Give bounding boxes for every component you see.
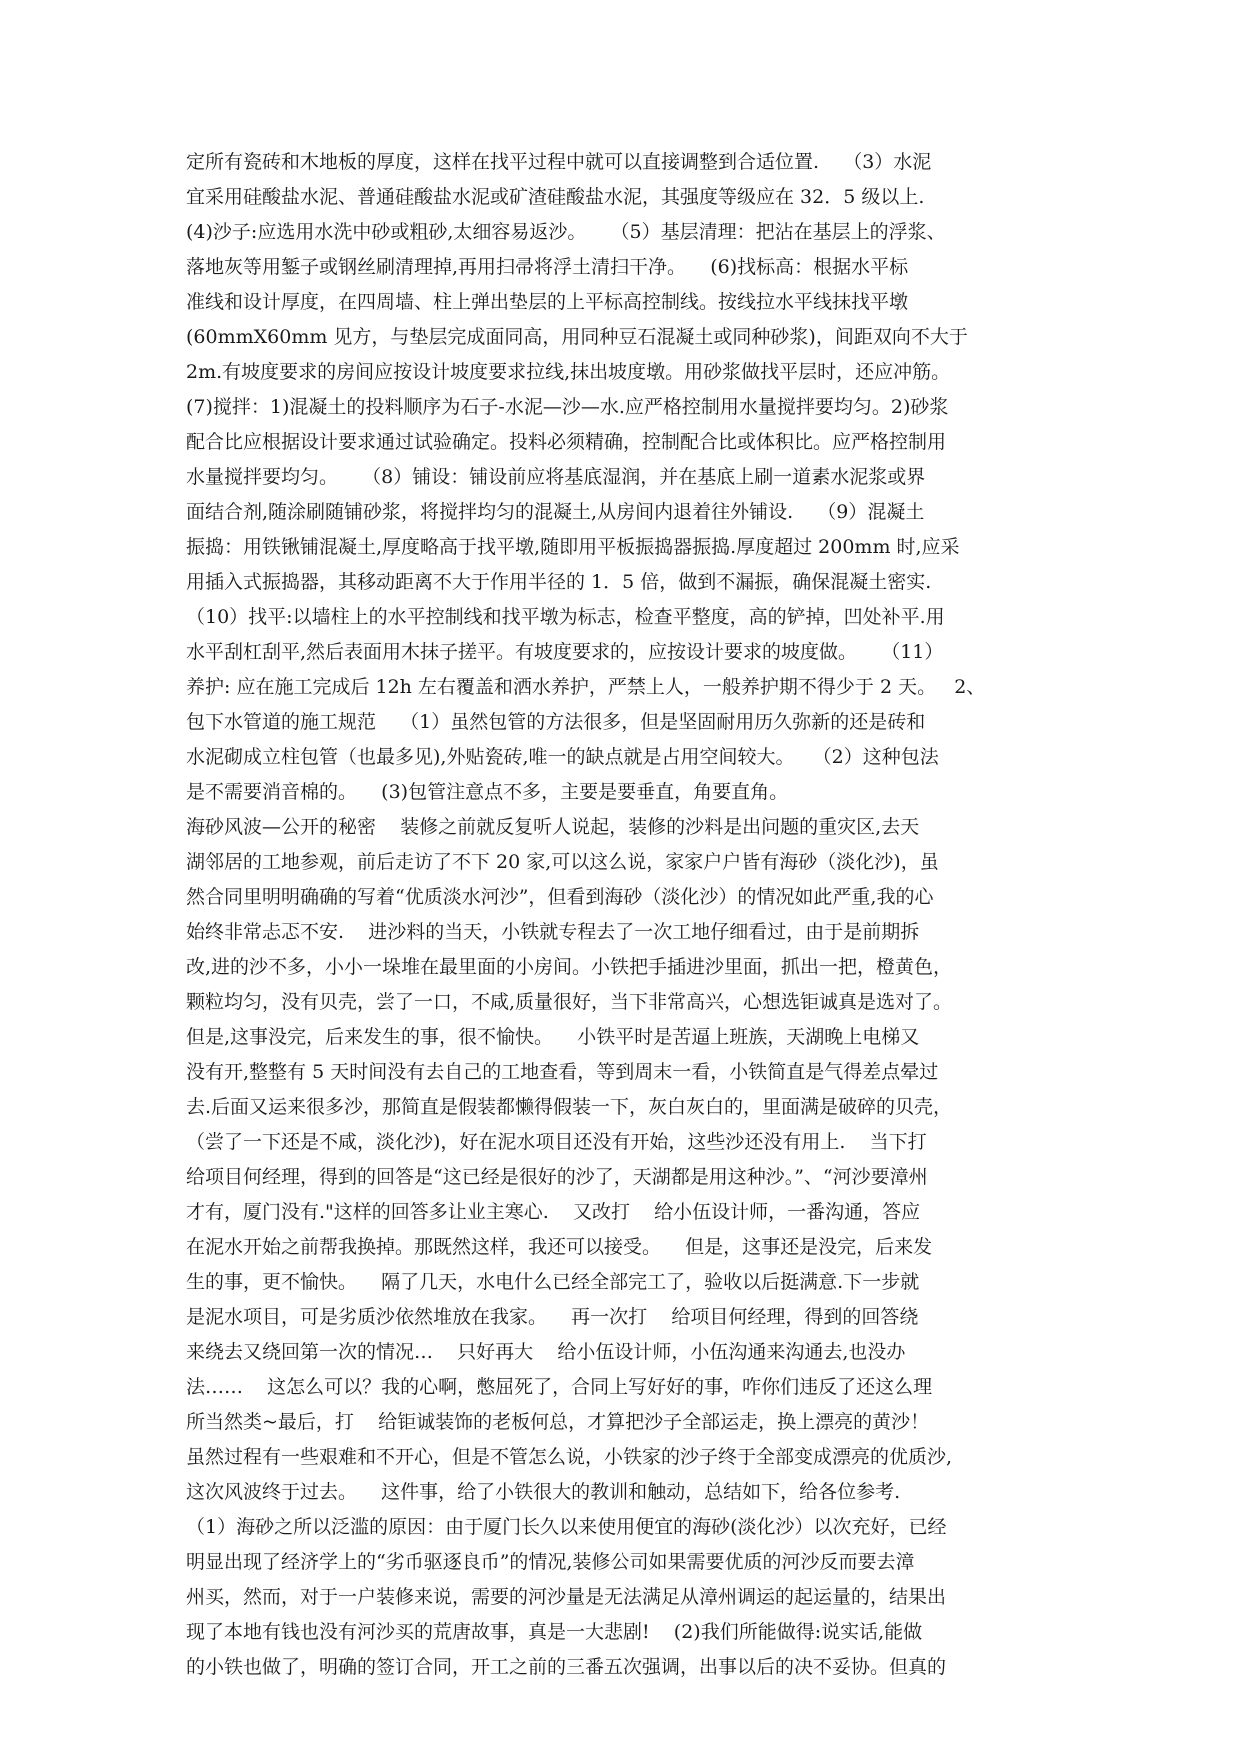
text-line: 然合同里明明确确的写着“优质淡水河沙”，但看到海砂（淡化沙）的情况如此严重,我的心: [186, 886, 934, 908]
text-line: 准线和设计厚度，在四周墙、柱上弹出垫层的上平标高控制线。按线拉水平线抹找平墩: [186, 291, 909, 313]
text-line: （尝了一下还是不咸，淡化沙)，好在泥水项目还没有开始，这些沙还没有用上. 当下打: [186, 1131, 927, 1153]
text-line: 是不需要消音棉的。 (3)包管注意点不多，主要是要垂直，角要直角。: [186, 781, 789, 803]
text-line: 包下水管道的施工规范 （1）虽然包管的方法很多，但是坚固耐用历久弥新的还是砖和: [186, 711, 926, 733]
text-line: 定所有瓷砖和木地板的厚度，这样在找平过程中就可以直接调整到合适位置. （3）水泥: [186, 151, 932, 173]
text-line: （10）找平:以墙柱上的水平控制线和找平墩为标志，检查平整度，高的铲掉，凹处补平.用: [186, 606, 945, 628]
text-line: 湖邻居的工地参观，前后走访了不下 20 家,可以这么说，家家户户皆有海砂（淡化沙)，虽: [186, 851, 939, 873]
text-line: 用插入式振捣器，其移动距离不大于作用半径的 1．5 倍，做到不漏振，确保混凝土密实.: [186, 571, 932, 593]
text-line: 在泥水开始之前帮我换掉。那既然这样，我还可以接受。 但是，这事还是没完，后来发: [186, 1236, 933, 1258]
text-line: 所当然类~最后，打 给钜诚装饰的老板何总，才算把沙子全部运走，换上漂亮的黄沙！: [186, 1411, 930, 1433]
text-line: 落地灰等用錾子或钢丝刷清理掉,再用扫帚将浮土清扫干净。 (6)找标高：根据水平标: [186, 256, 909, 278]
text-line: (4)沙子:应选用水洗中砂或粗砂,太细容易返沙。 （5）基层清理：把沾在基层上的浮浆、: [186, 221, 946, 243]
text-line: 养护: 应在施工完成后 12h 左右覆盖和洒水养护，严禁上人，一般养护期不得少于 2 天。 2、: [186, 676, 986, 698]
text-line: 虽然过程有一些艰难和不开心，但是不管怎么说，小铁家的沙子终于全部变成漂亮的优质沙,: [186, 1446, 953, 1468]
text-line: 才有，厦门没有."这样的回答多让业主寒心. 又改打 给小伍设计师，一番沟通，答应: [186, 1201, 921, 1223]
text-line: 法…… 这怎么可以？我的心啊，憋屈死了，合同上写好好的事，咋你们违反了还这么理: [186, 1376, 933, 1398]
text-line: (60mmX60mm 见方，与垫层完成面同高，用同种豆石混凝土或同种砂浆)，间距双向不大于: [186, 326, 968, 348]
text-line: 颗粒均匀，没有贝壳，尝了一口，不咸,质量很好，当下非常高兴，心想选钜诚真是选对了。: [186, 991, 953, 1013]
text-line: 海砂风波—公开的秘密 装修之前就反复听人说起，装修的沙料是出问题的重灾区,去天: [186, 816, 920, 838]
text-line: 没有开,整整有 5 天时间没有去自己的工地查看，等到周末一看，小铁简直是气得差点晕过: [186, 1061, 939, 1083]
text-line: 改,进的沙不多，小小一垛堆在最里面的小房间。小铁把手插进沙里面，抓出一把，橙黄色，: [186, 956, 953, 978]
body-text: [186, 145, 1066, 1685]
text-line: 明显出现了经济学上的“劣币驱逐良币”的情况,装修公司如果需要优质的河沙反而要去漳: [186, 1551, 915, 1573]
text-line: 现了本地有钱也没有河沙买的荒唐故事，真是一大悲剧! (2)我们所能做得:说实话,能做: [186, 1621, 923, 1643]
text-line: 来绕去又绕回第一次的情况… 只好再大 给小伍设计师，小伍沟通来沟通去,也没办: [186, 1341, 906, 1363]
text-line: 是泥水项目，可是劣质沙依然堆放在我家。 再一次打 给项目何经理，得到的回答绕: [186, 1306, 919, 1328]
text-line: (7)搅拌：1)混凝土的投料顺序为石子-水泥—沙—水.应严格控制用水量搅拌要均匀。2)砂浆: [186, 396, 949, 418]
text-line: 州买，然而，对于一户装修来说，需要的河沙量是无法满足从漳州调运的起运量的，结果出: [186, 1586, 947, 1608]
text-line: 始终非常忐忑不安. 进沙料的当天，小铁就专程去了一次工地仔细看过，由于是前期拆: [186, 921, 920, 943]
text-line: 2m.有坡度要求的房间应按设计坡度要求拉线,抹出坡度墩。用砂浆做找平层时，还应冲筋。: [186, 361, 951, 383]
text-line: 宜采用硅酸盐水泥、普通硅酸盐水泥或矿渣硅酸盐水泥，其强度等级应在 32．5 级以上.: [186, 186, 925, 208]
text-line: 但是,这事没完，后来发生的事，很不愉快。 小铁平时是苦逼上班族，天湖晚上电梯又: [186, 1026, 920, 1048]
text-line: 给项目何经理，得到的回答是“这已经是很好的沙了，天湖都是用这种沙。”、“河沙要漳州: [186, 1166, 928, 1188]
text-line: 配合比应根据设计要求通过试验确定。投料必须精确，控制配合比或体积比。应严格控制用: [186, 431, 947, 453]
text-line: （1）海砂之所以泛滥的原因：由于厦门长久以来使用便宜的海砂(淡化沙）以次充好，已经: [186, 1516, 947, 1538]
text-line: 水泥砌成立柱包管（也最多见),外贴瓷砖,唯一的缺点就是占用空间较大。 （2）这种包法: [186, 746, 939, 768]
text-line: 水量搅拌要均匀。 （8）铺设：铺设前应将基底湿润，并在基底上刷一道素水泥浆或界: [186, 466, 926, 488]
text-line: 的小铁也做了，明确的签订合同，开工之前的三番五次强调，出事以后的决不妥协。但真的: [186, 1656, 947, 1678]
text-line: 这次风波终于过去。 这件事，给了小铁很大的教训和触动，总结如下，给各位参考.: [186, 1481, 901, 1503]
text-line: 生的事，更不愉快。 隔了几天，水电什么已经全部完工了，验收以后挺满意.下一步就: [186, 1271, 920, 1293]
text-line: 去.后面又运来很多沙，那简直是假装都懒得假装一下，灰白灰白的，里面满是破碎的贝壳，: [186, 1096, 953, 1118]
text-line: 面结合剂,随涂刷随铺砂浆，将搅拌均匀的混凝土,从房间内退着往外铺设. （9）混凝土: [186, 501, 925, 523]
text-line: 水平刮杠刮平,然后表面用木抹子搓平。有坡度要求的，应按设计要求的坡度做。 （11）: [186, 641, 944, 663]
text-line: 振捣：用铁锹铺混凝土,厚度略高于找平墩,随即用平板振捣器振捣.厚度超过 200mm 时,应采: [186, 536, 960, 558]
